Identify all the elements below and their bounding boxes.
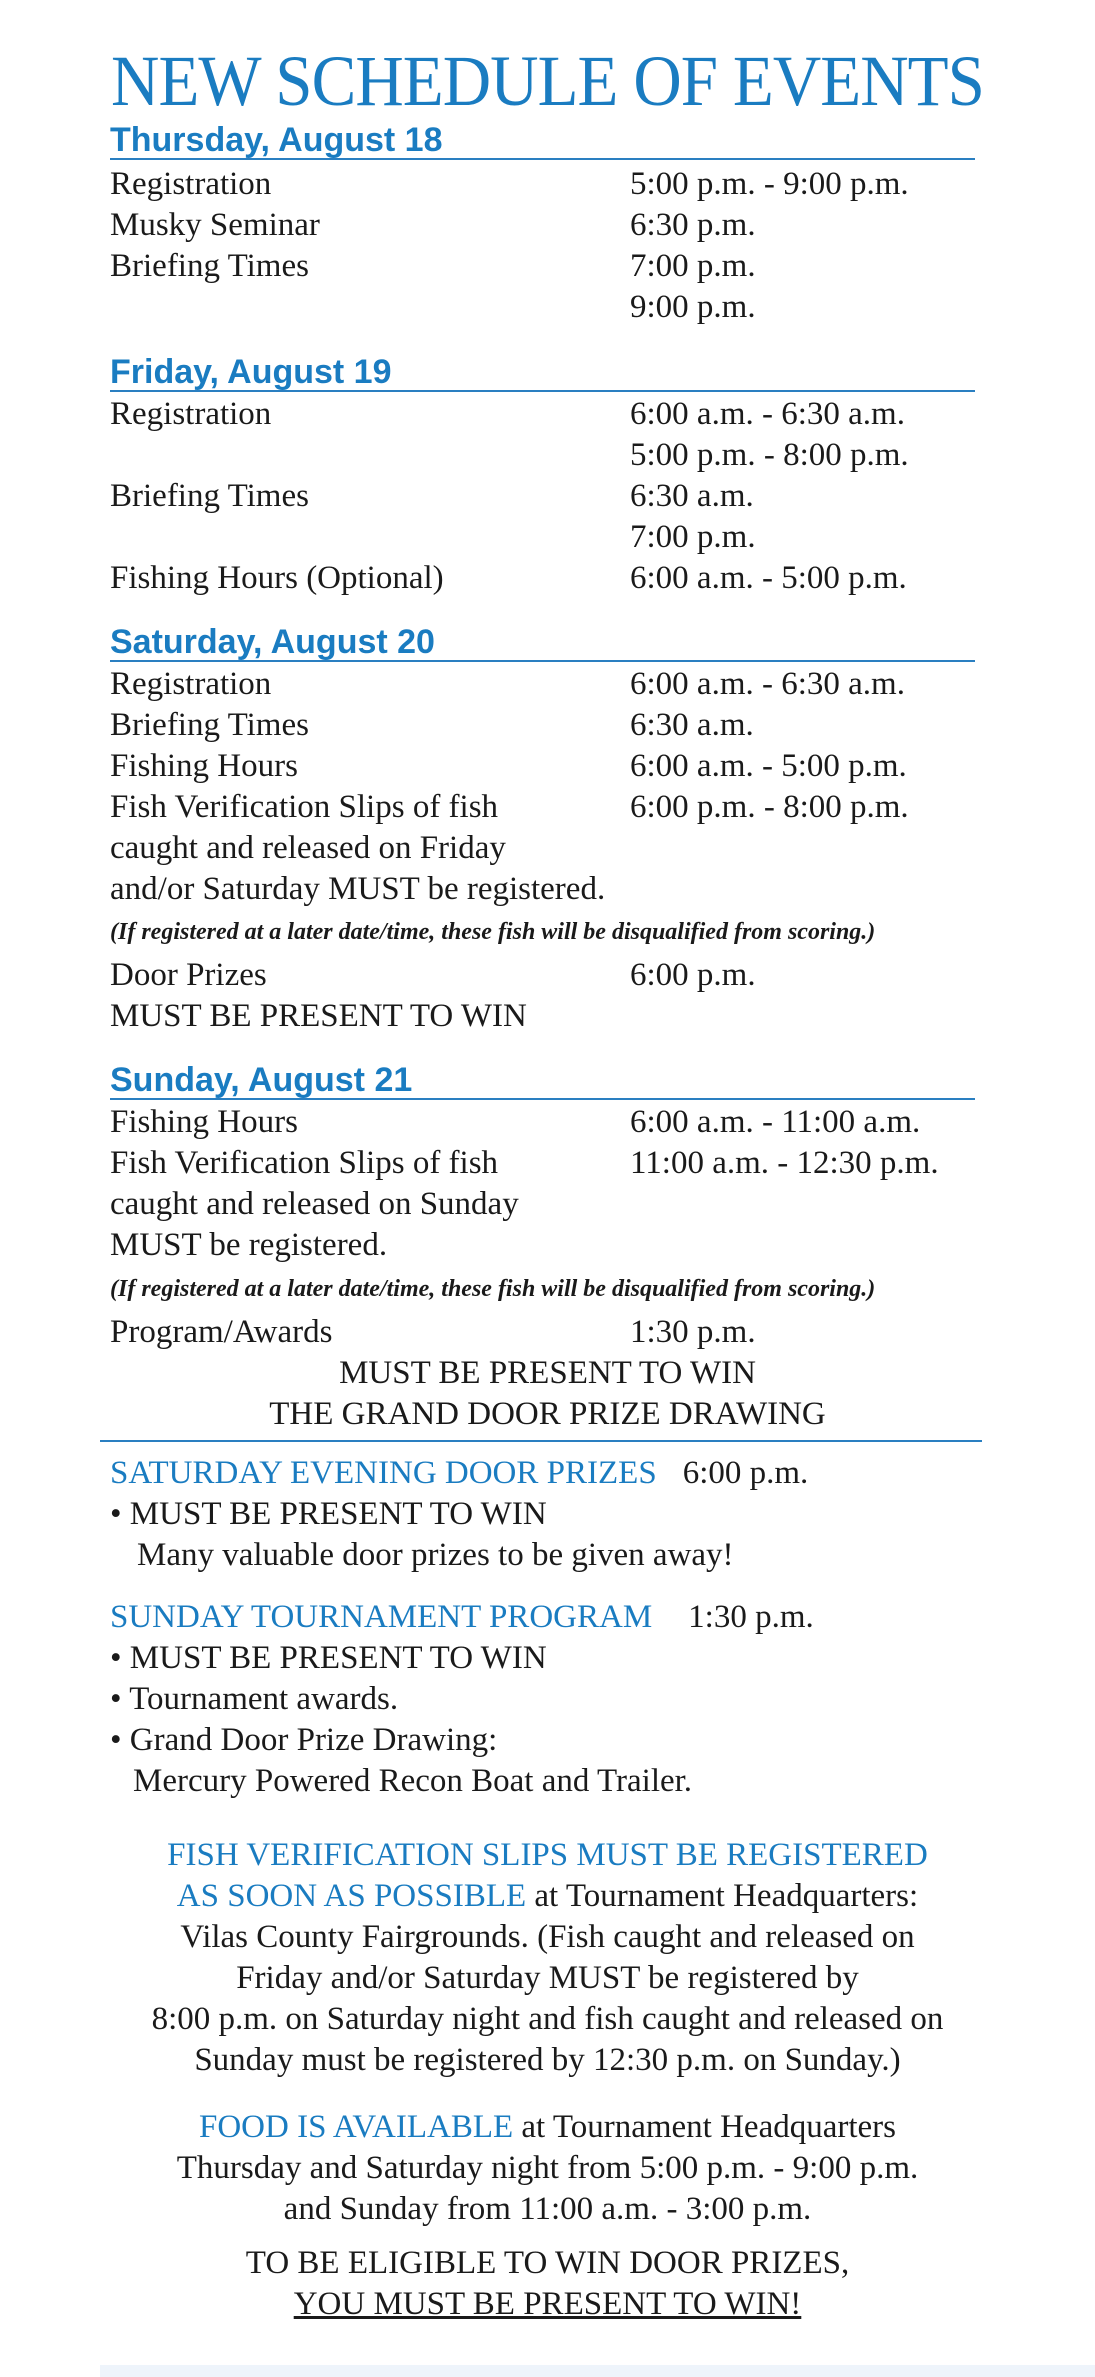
bullet-item: • Grand Door Prize Drawing:: [110, 1722, 498, 1758]
event-time: 5:00 p.m. - 9:00 p.m.: [630, 166, 909, 202]
event-time: 5:00 p.m. - 8:00 p.m.: [630, 437, 909, 473]
schedule-row: [110, 558, 990, 599]
schedule-row: [110, 476, 990, 517]
bullet-sub-item: Mercury Powered Recon Boat and Trailer.: [133, 1763, 693, 1799]
saturday-door-prizes-title: SATURDAY EVENING DOOR PRIZES: [110, 1455, 657, 1491]
event-label: caught and released on Sunday: [110, 1186, 519, 1222]
day-heading-saturday: Saturday, August 20: [110, 624, 975, 662]
event-time: 6:30 a.m.: [630, 707, 754, 743]
schedule-row: [110, 828, 990, 869]
food-heading: [0, 2107, 1095, 2148]
verification-emphasis: AS SOON AS POSSIBLE: [176, 1878, 527, 1914]
schedule-row: [110, 1225, 990, 1266]
event-label: Door Prizes: [110, 957, 267, 993]
event-time: 6:00 p.m. - 8:00 p.m.: [630, 789, 909, 825]
event-label: Registration: [110, 666, 272, 702]
event-label: Fish Verification Slips of fish: [110, 1145, 499, 1181]
day-heading-sunday: Sunday, August 21: [110, 1062, 975, 1100]
verification-line: 8:00 p.m. on Saturday night and fish caught and released on: [151, 2001, 944, 2037]
verification-location: at Tournament Headquarters:: [526, 1878, 919, 1914]
event-time: 11:00 a.m. - 12:30 p.m.: [630, 1145, 939, 1181]
disqualification-note: (If registered at a later date/time, these fish will be disqualified from scoring.): [110, 919, 876, 945]
event-label: Briefing Times: [110, 248, 309, 284]
schedule-row: [110, 746, 990, 787]
event-label: Fish Verification Slips of fish: [110, 789, 499, 825]
bullet-sub-item: Many valuable door prizes to be given away!: [137, 1537, 734, 1573]
saturday-door-prizes-heading: [110, 1453, 808, 1494]
event-time: 9:00 p.m.: [630, 289, 756, 325]
event-label: Briefing Times: [110, 707, 309, 743]
centered-notice: MUST BE PRESENT TO WIN: [339, 1355, 756, 1391]
verification-line: Vilas County Fairgrounds. (Fish caught and released on: [180, 1919, 915, 1955]
schedule-row: [110, 787, 990, 828]
schedule-row: [110, 517, 990, 558]
saturday-door-prizes-time: 6:00 p.m.: [682, 1455, 809, 1491]
bullet-item: • MUST BE PRESENT TO WIN: [110, 1496, 547, 1532]
event-label: Fishing Hours (Optional): [110, 560, 444, 596]
bullet-item: • MUST BE PRESENT TO WIN: [110, 1640, 547, 1676]
verification-heading: FISH VERIFICATION SLIPS MUST BE REGISTERED: [167, 1837, 928, 1873]
event-label: Fishing Hours: [110, 748, 298, 784]
schedule-row: [110, 246, 990, 287]
schedule-row: [110, 1184, 990, 1225]
verification-line: Friday and/or Saturday MUST be registered by: [236, 1960, 859, 1996]
event-time: 6:00 a.m. - 6:30 a.m.: [630, 396, 905, 432]
schedule-row: [110, 664, 990, 705]
event-label: and/or Saturday MUST be registered.: [110, 871, 606, 907]
event-label: Registration: [110, 166, 272, 202]
food-emphasis: FOOD IS AVAILABLE: [198, 2109, 514, 2145]
centered-notice: THE GRAND DOOR PRIZE DRAWING: [269, 1396, 826, 1432]
event-time: 6:30 p.m.: [630, 207, 756, 243]
sunday-program-time: 1:30 p.m.: [688, 1599, 814, 1635]
page-title: NEW SCHEDULE OF EVENTS: [111, 41, 984, 121]
schedule-row: [110, 205, 990, 246]
event-label: Registration: [110, 396, 272, 432]
schedule-row: [110, 869, 990, 910]
schedule-row: [110, 164, 990, 205]
event-time: 6:00 a.m. - 11:00 a.m.: [630, 1104, 921, 1140]
schedule-row: [110, 394, 990, 435]
verification-line: Sunday must be registered by 12:30 p.m. on Sunday.): [194, 2042, 901, 2078]
event-time: 6:00 a.m. - 5:00 p.m.: [630, 560, 907, 596]
day-heading-thursday: Thursday, August 18: [110, 122, 975, 160]
sunday-program-heading: [110, 1597, 814, 1638]
day-heading-friday: Friday, August 19: [110, 354, 975, 392]
event-label: Musky Seminar: [110, 207, 320, 243]
event-time: 6:00 a.m. - 6:30 a.m.: [630, 666, 905, 702]
food-line: Thursday and Saturday night from 5:00 p.m. - 9:00 p.m.: [176, 2150, 919, 2186]
schedule-row: [110, 435, 990, 476]
schedule-row: [110, 996, 990, 1037]
section-divider: [100, 1440, 982, 1442]
verification-line: [0, 1876, 1095, 1917]
schedule-row: [110, 1312, 990, 1353]
event-time: 1:30 p.m.: [630, 1314, 756, 1350]
event-label: Program/Awards: [110, 1314, 333, 1350]
event-label: MUST be registered.: [110, 1227, 388, 1263]
food-line: and Sunday from 11:00 a.m. - 3:00 p.m.: [283, 2191, 812, 2227]
schedule-row: [110, 287, 990, 328]
sunday-program-title: SUNDAY TOURNAMENT PROGRAM: [110, 1599, 653, 1635]
eligibility-emphasis: YOU MUST BE PRESENT TO WIN!: [293, 2286, 802, 2322]
schedule-row: [110, 955, 990, 996]
event-label: Fishing Hours: [110, 1104, 298, 1140]
event-time: 6:30 a.m.: [630, 478, 754, 514]
event-time: 6:00 a.m. - 5:00 p.m.: [630, 748, 907, 784]
event-time: 6:00 p.m.: [630, 957, 756, 993]
event-time: 7:00 p.m.: [630, 248, 756, 284]
eligibility-line: TO BE ELIGIBLE TO WIN DOOR PRIZES,: [245, 2245, 850, 2281]
event-label: caught and released on Friday: [110, 830, 506, 866]
disqualification-note: (If registered at a later date/time, these fish will be disqualified from scoring.): [110, 1276, 876, 1302]
event-label: Briefing Times: [110, 478, 309, 514]
event-time: 7:00 p.m.: [630, 519, 756, 555]
schedule-row: [110, 705, 990, 746]
bullet-item: • Tournament awards.: [110, 1681, 399, 1717]
food-location: at Tournament Headquarters: [513, 2109, 897, 2145]
eligibility-line-underlined: [0, 2284, 1095, 2325]
schedule-row: [110, 1143, 990, 1184]
bottom-edge-band: [100, 2365, 1095, 2377]
event-label: MUST BE PRESENT TO WIN: [110, 998, 527, 1034]
schedule-row: [110, 1102, 990, 1143]
